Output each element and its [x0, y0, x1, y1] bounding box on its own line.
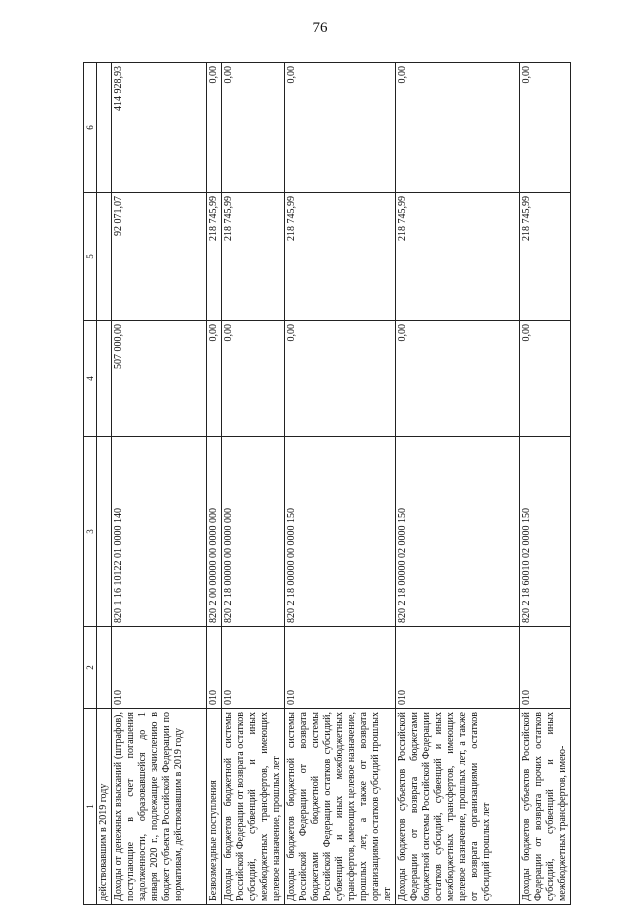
row-col5: 218 745,99: [520, 193, 571, 321]
table-row: [285, 63, 396, 905]
table-row: [207, 63, 222, 905]
row-description: Безвозмездные поступления: [207, 709, 222, 905]
row-code: [97, 437, 112, 627]
row-col2: 010: [520, 627, 571, 709]
column-number-5: 5: [84, 193, 97, 321]
row-code: 820 2 00 00000 00 0000 000: [207, 437, 222, 627]
row-col4: 0,00: [222, 321, 285, 437]
row-col6: 414 928,93: [112, 63, 207, 193]
row-col6: 0,00: [520, 63, 571, 193]
column-number-4: 4: [84, 321, 97, 437]
row-col6: 0,00: [207, 63, 222, 193]
column-number-2: 2: [84, 627, 97, 709]
row-code: 820 2 18 00000 02 0000 150: [396, 437, 520, 627]
budget-income-table: [83, 62, 571, 905]
column-number-6: 6: [84, 63, 97, 193]
column-number-row: [84, 63, 97, 905]
row-code: 820 1 16 10122 01 0000 140: [112, 437, 207, 627]
row-code: 820 2 18 00000 00 0000 000: [222, 437, 285, 627]
row-col4: 0,00: [285, 321, 396, 437]
row-col4: 0,00: [396, 321, 520, 437]
row-col5: 218 745,99: [222, 193, 285, 321]
page-number: 76: [312, 20, 328, 36]
row-col6: 0,00: [285, 63, 396, 193]
row-col4: 0,00: [207, 321, 222, 437]
row-col2: [97, 627, 112, 709]
table-row: [222, 63, 285, 905]
row-col2: 010: [396, 627, 520, 709]
row-col2: 010: [222, 627, 285, 709]
row-col5: 218 745,99: [285, 193, 396, 321]
table-row: [520, 63, 571, 905]
row-description: Доходы бюджетов бюджетной системы Российской Федерации от возврата бюджетами бюджетной системы Российской Федерации остатков субсидий, субвенций и иных межбюджетных трансфертов, имеющих целевое назначение, прошлых лет, а также от возврата организациями остатков субсидий прошлых лет: [285, 709, 396, 905]
row-description: Доходы бюджетов субъектов Российской Федерации от возврата бюджетами бюджетной системы Российской Федерации остатков субсидий, субвенций и иных межбюджетных трансфертов, имеющих целевое назначение, прошлых лет, а также от возврата организациями остатков субсидий прошлых лет: [396, 709, 520, 905]
table-row: [112, 63, 207, 905]
row-description: Доходы от денежных взысканий (штрафов), поступающие в счет погашения задолженности, образовавшейся до 1 января 2020 г., подлежащие зачислению в бюджет субъекта Российской Федерации по нормативам, действовавшим в 2019 году: [112, 709, 207, 905]
row-col6: [97, 63, 112, 193]
column-number-3: 3: [84, 437, 97, 627]
row-col6: 0,00: [396, 63, 520, 193]
table-row: [396, 63, 520, 905]
row-col6: 0,00: [222, 63, 285, 193]
row-description: Доходы бюджетов субъектов Российской Федерации от возврата прочих остатков субсидий, субвенций и иных межбюджетных трансфертов, имею-: [520, 709, 571, 905]
row-col2: 010: [207, 627, 222, 709]
row-col4: 507 000,00: [112, 321, 207, 437]
row-col5: [97, 193, 112, 321]
row-col5: 218 745,99: [396, 193, 520, 321]
column-number-1: 1: [84, 709, 97, 905]
row-description: Доходы бюджетов бюджетной системы Российской Федерации от возврата остатков субсидий, субвенций и иных межбюджетных трансфертов, имеющих целевое назначение, прошлых лет: [222, 709, 285, 905]
row-code: 820 2 18 60010 02 0000 150: [520, 437, 571, 627]
table-row: [97, 63, 112, 905]
row-description: действовавшим в 2019 году: [97, 709, 112, 905]
row-col2: 010: [112, 627, 207, 709]
row-col4: 0,00: [520, 321, 571, 437]
row-col5: 218 745,99: [207, 193, 222, 321]
row-col5: 92 071,07: [112, 193, 207, 321]
row-col4: [97, 321, 112, 437]
row-code: 820 2 18 00000 00 0000 150: [285, 437, 396, 627]
row-col2: 010: [285, 627, 396, 709]
